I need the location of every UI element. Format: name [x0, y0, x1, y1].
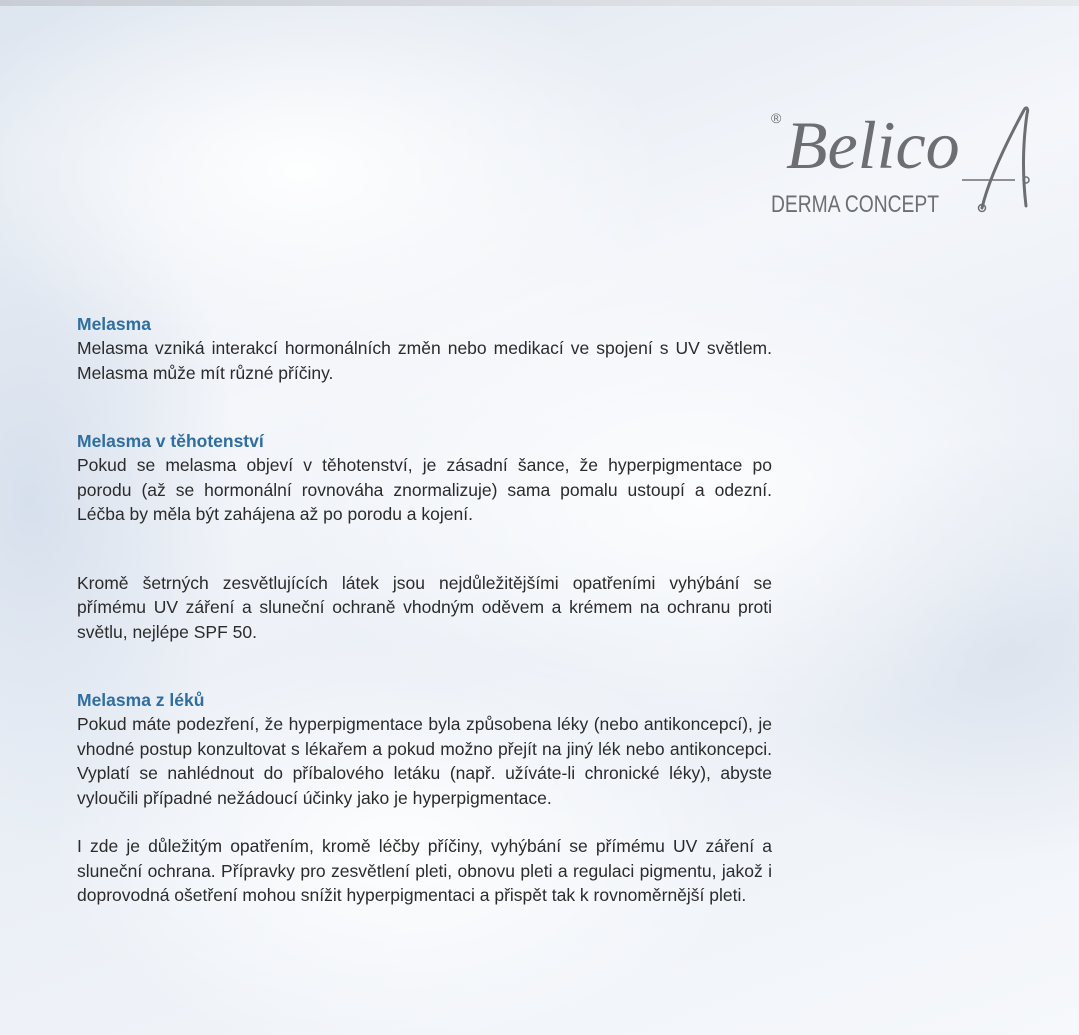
treatment-paragraph: I zde je důležitým opatřením, kromě léčby příčiny, vyhýbání se přímému UV záření a sluneční ochrana. Přípravky pro zesvětlení pleti, obnovu pleti a regulaci pigmentu, jakož i doprovodná ošetření mohou snížit hyperpigmentaci a přispět tak k rovnoměrnější pleti. [77, 836, 772, 905]
top-strip [0, 0, 1079, 6]
uv-protection-paragraph: Kromě šetrných zesvětlujících látek jsou nejdůležitějšími opatřeními vyhýbání se přímému UV záření a sluneční ochraně vhodným oděvem a krémem na ochranu proti světlu, nejlépe SPF 50. [77, 572, 772, 642]
belico-logo [768, 102, 1032, 217]
melasma-intro-paragraph: Melasma vzniká interakcí hormonálních změn nebo medikací ve spojení s UV světlem. Melasma může mít různé příčiny. [77, 338, 772, 383]
section-heading-pregnancy: Melasma v těhotenství [77, 431, 264, 451]
section-heading-medication: Melasma z léků [77, 690, 205, 710]
pregnancy-paragraph: Pokud se melasma objeví v těhotenství, je zásadní šance, že hyperpigmentace po porodu (až se hormonální rovnováha znormalizuje) sama pomalu ustoupí a odezní. Léčba by měla být zahájena až po porodu a kojení. [77, 455, 772, 524]
logo-tagline: DERMA CONCEPT [771, 191, 940, 217]
article-content [77, 312, 772, 908]
medication-paragraph: Pokud máte podezření, že hyperpigmentace byla způsobena léky (nebo antikoncepcí), je vhodné postup konzultovat s lékařem a pokud možno přejít na jiný lék nebo antikoncepci. Vyplatí se nahlédnout do příbalového letáku (např. užíváte-li chronické léky), abyste vyloučili případné nežádoucí účinky jako je hyperpigmentace. [77, 714, 772, 808]
logo-wordmark: Belico [786, 107, 960, 183]
registered-mark: ® [771, 110, 782, 126]
section-heading-melasma: Melasma [77, 314, 151, 334]
